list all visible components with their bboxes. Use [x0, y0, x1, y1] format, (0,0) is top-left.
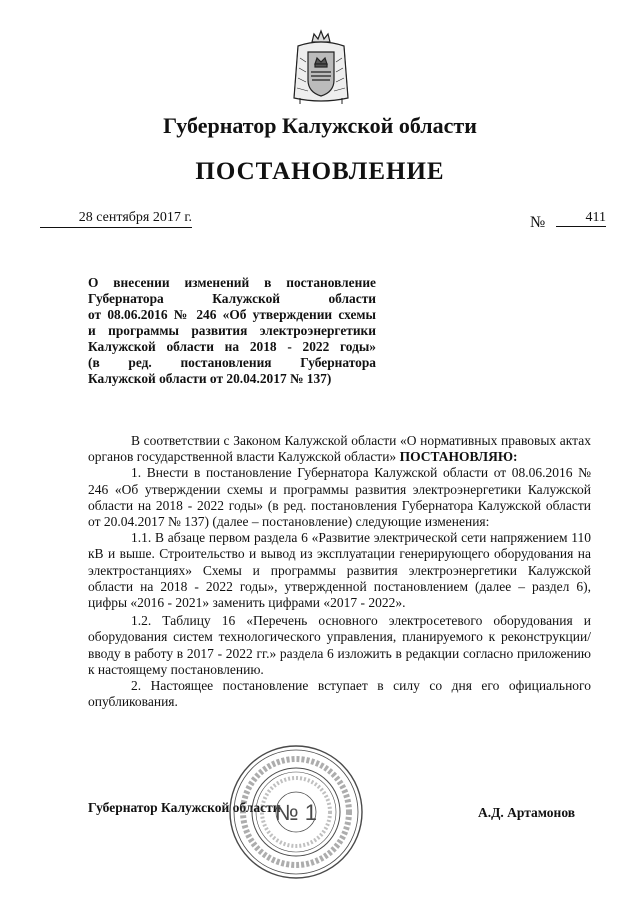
signatory-position: Губернатор Калужской области — [88, 800, 281, 815]
number-sign: № — [530, 214, 546, 231]
signatory-name: А.Д. Артамонов — [478, 805, 576, 820]
document-number: 411 — [556, 210, 606, 227]
document-title — [88, 275, 376, 387]
title-line: (в ред. постановления Губернатора — [88, 355, 376, 370]
paragraph-1: 1. Внести в постановление Губернатора Калужской области от 08.06.2016 № 246 «Об утверждении схемы и программы развития электроэнергетики Калужской области на 2018 - 2022 годы» (в ред. постановления Губернатора Калужской области от 20.04.2017 № 137) (далее – постановление) следующие изменения: — [88, 465, 591, 530]
paragraph-1-2: 1.2. Таблицу 16 «Перечень основного электросетевого оборудования и оборудования систем технологического управления, планируемого к реконструкции/вводу в работу в 2017 - 2022 гг.» раздела 6 изложить в редакции согласно приложению к настоящему постановлению. — [88, 613, 591, 677]
stamp-number: № 1 — [275, 800, 317, 825]
paragraph-2: 2. Настоящее постановление вступает в силу со дня его официального опубликования. — [88, 678, 591, 710]
title-line: Калужской области на 2018 - 2022 годы» — [88, 339, 376, 354]
document-body — [88, 433, 591, 710]
title-line: от 08.06.2016 № 246 «Об утверждении схемы — [88, 307, 376, 322]
document-type: ПОСТАНОВЛЕНИЕ — [195, 158, 445, 185]
title-line: и программы развития электроэнергетики — [88, 323, 376, 338]
coat-of-arms-icon — [290, 28, 352, 108]
title-line: О внесении изменений в постановление — [88, 275, 376, 290]
intro-text: В соответствии с Законом Калужской области «О нормативных правовых актах органов государственной власти Калужской области» — [88, 433, 591, 465]
decree-word: ПОСТАНОВЛЯЮ: — [399, 449, 518, 465]
document-date: 28 сентября 2017 г. — [40, 210, 192, 228]
title-line: Губернатора Калужской области — [88, 291, 376, 306]
official-stamp — [226, 742, 366, 882]
intro-paragraph — [88, 433, 591, 465]
paragraph-1-1: 1.1. В абзаце первом раздела 6 «Развитие электрической сети напряжением 110 кВ и выше. Строительство и вывод из эксплуатации генерирующего оборудования на электростанциях» Схемы и программы развития электроэнергетики Калужской области на 2018 - 2022 годы», утвержденной постановлением (далее – раздел 6), цифры «2016 - 2021» заменить цифрами «2017 - 2022». — [88, 530, 591, 611]
title-line: Калужской области от 20.04.2017 № 137) — [88, 371, 332, 386]
authority-title: Губернатор Калужской области — [163, 113, 477, 138]
